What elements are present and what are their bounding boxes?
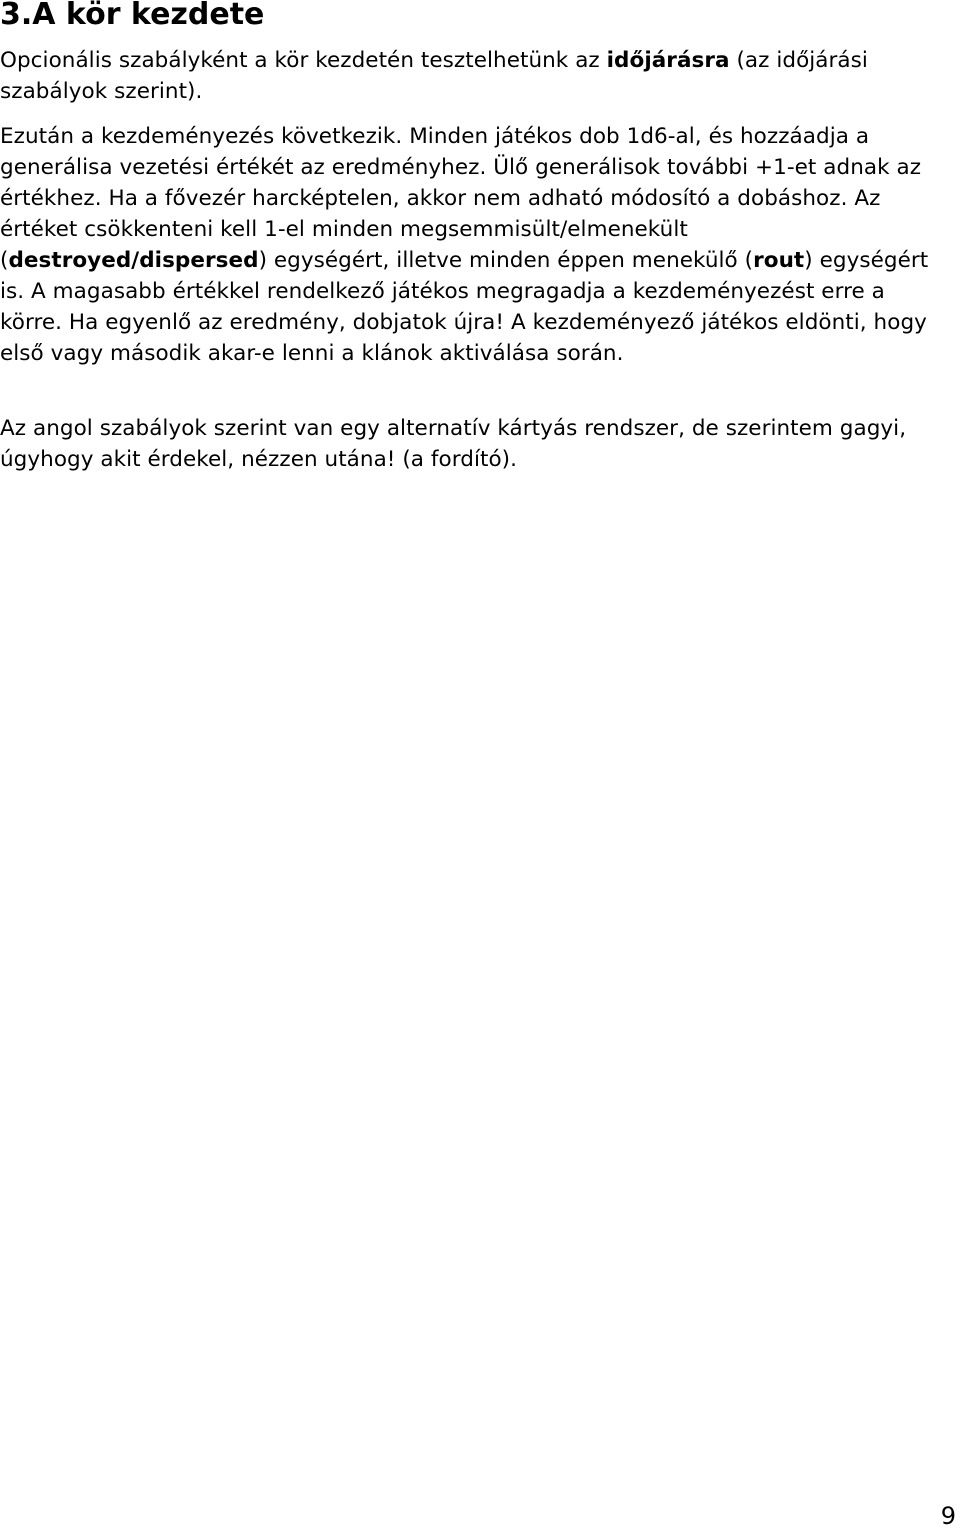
paragraph-translator-note bbox=[0, 413, 950, 475]
paragraph-text: (az időjárási szabályok szerint). bbox=[0, 48, 868, 104]
paragraph-text: Az angol szabályok szerint van egy alternatív kártyás rendszer, de szerintem gagyi, úgyhogy akit érdekel, nézzen utána! (a fordító). bbox=[0, 416, 907, 472]
bold-term-rout: rout bbox=[753, 248, 805, 273]
bold-term-destroyed-dispersed: destroyed/dispersed bbox=[8, 248, 259, 273]
paragraph-weather bbox=[0, 45, 950, 107]
paragraph-initiative bbox=[0, 121, 950, 369]
bold-term-weather: időjárásra bbox=[606, 48, 730, 73]
paragraph-text: ) egységért, illetve minden éppen menekülő ( bbox=[258, 248, 754, 273]
paragraph-text: Opcionális szabályként a kör kezdetén tesztelhetünk az bbox=[0, 48, 607, 73]
page-number: 9 bbox=[940, 1502, 956, 1530]
section-title: 3.A kör kezdete bbox=[0, 0, 265, 32]
paragraph-text: Ezután a kezdeményezés következik. Minden játékos dob 1d6-al, és hozzáadja a generálisa vezetési értékét az eredményhez. Ülő generálisok további +1-et adnak az értékhez. Ha a fővezér harcképtelen, akkor nem adható módosító a dobáshoz. Az értéket csökkenteni kell 1-el minden megsemmisült/elmenekült ( bbox=[0, 124, 922, 273]
paragraph-text: ) egységért is. A magasabb értékkel rendelkező játékos megragadja a kezdeményezést erre a körre. Ha egyenlő az eredmény, dobjatok újra! A kezdeményező játékos eldönti, hogy első vagy második akar-e lenni a klánok aktiválása során. bbox=[0, 248, 929, 366]
